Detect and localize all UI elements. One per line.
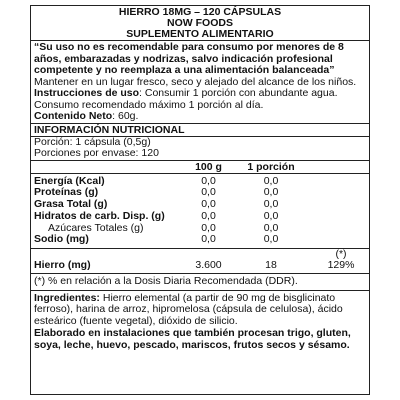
nutrition-label (30, 5, 370, 395)
value-100g: 0,0 (201, 174, 216, 187)
nutrient-name: Sodio (mg) (34, 233, 89, 246)
nutrient-name: Energía (Kcal) (34, 174, 105, 187)
dv-footnote: (*) % en relación a la Dosis Diaria Recomendada (DDR). (34, 275, 298, 288)
value-daily-percent: 129% (327, 259, 355, 272)
portion-size: Porción: 1 cápsula (0,5g) (34, 135, 151, 148)
nutrient-name: Proteínas (g) (34, 186, 99, 199)
iron-dv-note: (*) (335, 248, 347, 261)
table-row (31, 234, 369, 246)
value-100g: 0,0 (201, 221, 216, 234)
brand-name: NOW FOODS (167, 17, 233, 29)
value-portion: 18 (265, 259, 277, 272)
column-100g: 100 g (195, 160, 222, 173)
product-header (31, 6, 369, 40)
value-100g: 0,0 (201, 209, 216, 222)
table-row (31, 211, 369, 223)
value-portion: 0,0 (263, 198, 279, 211)
nutrition-column-header (31, 161, 369, 174)
value-100g: 3.600 (195, 259, 222, 272)
value-portion: 0,0 (263, 233, 279, 246)
value-100g: 0,0 (201, 198, 216, 211)
value-100g: 0,0 (201, 186, 216, 199)
ingredients-label: Ingredientes: (34, 291, 100, 304)
nutrient-name: Hierro (mg) (34, 259, 91, 272)
nutrient-rows (31, 174, 369, 247)
storage-instructions (31, 77, 369, 112)
column-portion: 1 porción (247, 160, 295, 173)
product-title: HIERRO 18MG – 120 CÁPSULAS (118, 6, 282, 18)
nutrition-title: INFORMACIÓN NUTRICIONAL (34, 123, 185, 136)
ingredients-text: Hierro elemental (a partir de 90 mg de bisglicinato ferroso), harina de arroz, hipromelosa (cápsula de celulosa), ácido esteárico (fuente vegetal), dióxido de silicio. (34, 291, 343, 327)
allergen-statement: Elaborado en instalaciones que también procesan trigo, gluten, soya, leche, huevo, pescado, mariscos, frutos secos y sésamo. (34, 327, 351, 351)
net-content-value: : 60g. (112, 110, 139, 122)
usage-label: Instrucciones de uso (34, 87, 140, 99)
net-content (31, 111, 369, 123)
nutrient-name: Hidratos de carb. Disp. (g) (34, 209, 165, 222)
value-100g: 0,0 (201, 233, 216, 246)
value-portion: 0,0 (263, 221, 279, 234)
table-row (31, 260, 369, 272)
ingredients (31, 291, 369, 328)
nutrient-name: Grasa Total (g) (34, 198, 108, 211)
value-portion: 0,0 (263, 209, 279, 222)
consumption-warning: “Su uso no es recomendable para consumo por menores de 8 años, embarazadas y nodrizas, salvo indicación profesional competente y no reemplaza a una alimentación balanceada” (34, 41, 344, 76)
portions-per-container: Porciones por envase: 120 (34, 147, 159, 159)
usage-text: : Consumir 1 porción con abundante agua. Consumo recomendado máximo 1 porción al día. (34, 87, 338, 111)
net-content-label: Contenido Neto (34, 110, 113, 122)
nutrient-name: Azúcares Totales (g) (48, 221, 144, 234)
storage-text: Mantener en un lugar fresco, seco y alejado del alcance de los niños. (34, 75, 357, 88)
value-portion: 0,0 (263, 186, 279, 199)
value-portion: 0,0 (263, 174, 279, 187)
product-category: SUPLEMENTO ALIMENTARIO (126, 28, 274, 40)
